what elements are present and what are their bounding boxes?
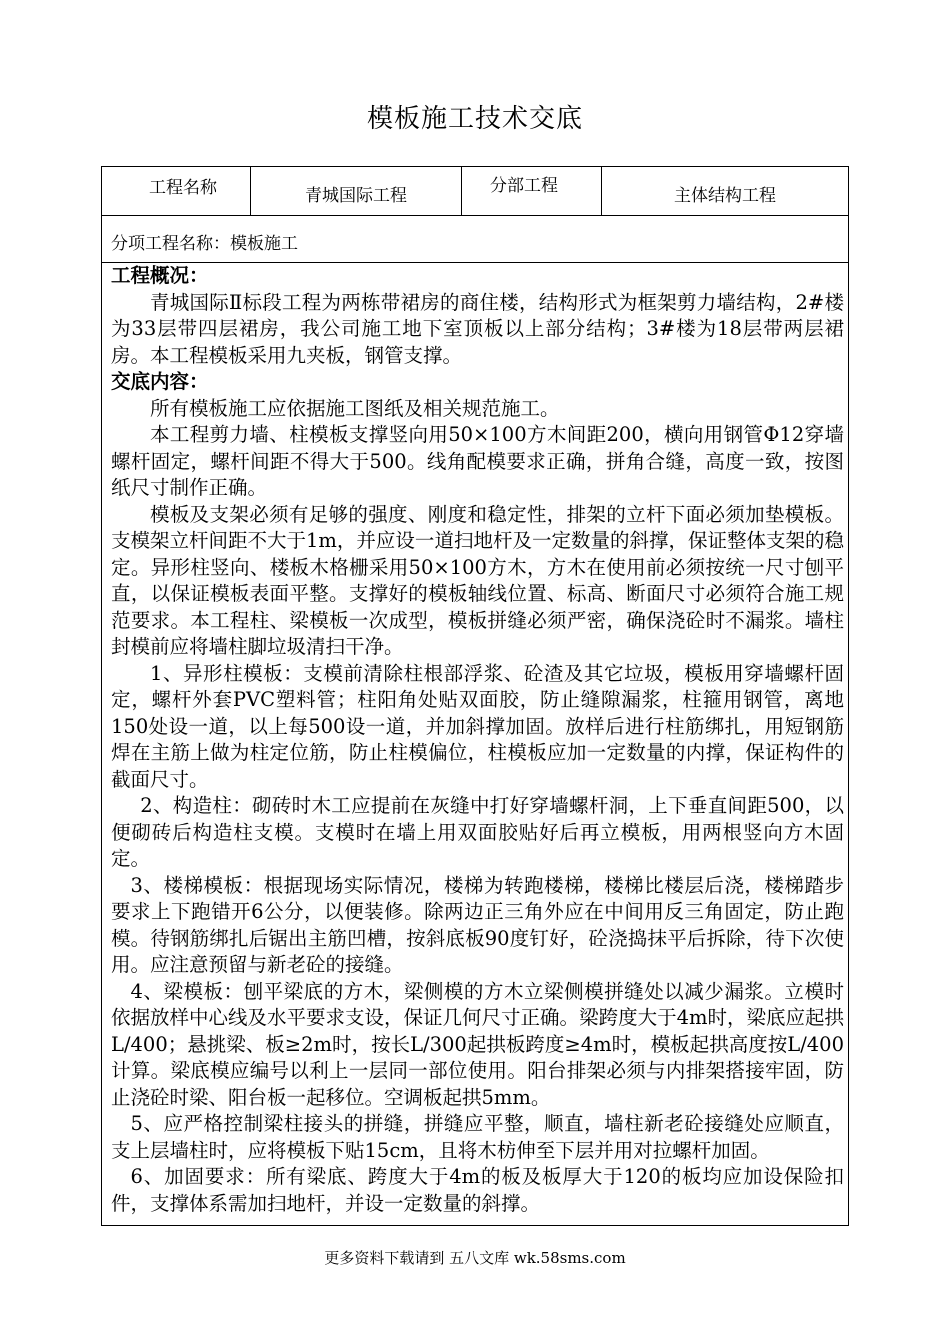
paragraph-2: 本工程剪力墙、柱模板支撑竖向用50×100方木间距200，横向用钢管Φ12穿墙螺杆固定，螺杆间距不得大于500。线角配模要求正确，拼角合缝，高度一致，按图纸尺寸制作正确。 [111, 423, 844, 499]
paragraph-columns: 1、异形柱模板：支模前清除柱根部浮浆、砼渣及其它垃圾，模板用穿墙螺杆固定，螺杆外套PVC塑料管；柱阳角处贴双面胶，防止缝隙漏浆，柱箍用钢管，离地150处设一道，以上每500设一道，并加斜撑加固。放样后进行柱筋绑扎，用短钢筋焊在主筋上做为柱定位筋，防止柱模偏位，柱模板应加一定数量的内撑，保证构件的截面尺寸。 [111, 661, 844, 791]
paragraph-constructional-column: 2、构造柱：砌砖时木工应提前在灰缝中打好穿墙螺杆洞，上下垂直间距500，以便砌砖后构造柱支模。支模时在墙上用双面胶贴好后再立模板，用两根竖向方木固定。 [111, 794, 844, 870]
paragraph-reinforcement: 6、加固要求：所有梁底、跨度大于4m的板及板厚大于120的板均应加设保险扣件，支撑体系需加扫地杆，并设一定数量的斜撑。 [111, 1165, 844, 1215]
project-name-value: 青城国际工程 [251, 167, 462, 215]
disclosure-table [101, 166, 849, 1226]
header-row [102, 167, 848, 216]
overview-paragraph: 青城国际Ⅱ标段工程为两栋带裙房的商住楼，结构形式为框架剪力墙结构，2#楼为33层带四层裙房，我公司施工地下室顶板以上部分结构；3#楼为18层带两层裙房。本工程模板采用九夹板，钢管支撑。 [111, 290, 844, 367]
division-value: 主体结构工程 [674, 186, 776, 206]
paragraph-3: 模板及支架必须有足够的强度、刚度和稳定性，排架的立杆下面必须加垫模板。支模架立杆间距不大于1m，并应设一道扫地杆及一定数量的斜撑，保证整体支架的稳定。异形柱竖向、楼板木格栅采用50×100方木，方木在使用前必须按统一尺寸刨平直，以保证模板表面平整。支撑好的模板轴线位置、标高、断面尺寸必须符合施工规范要求。本工程柱、梁模板一次成型，模板拼缝必须严密，确保浇砼时不漏浆。墙柱封模前应将墙柱脚垃圾清扫干净。 [111, 502, 844, 658]
document-title: 模板施工技术交底 [366, 104, 583, 134]
content-cell [111, 263, 844, 1217]
disclosure-heading: 交底内容： [111, 370, 209, 393]
paragraph-stair: 3、楼梯模板：根据现场实际情况，楼梯为转跑楼梯，楼梯比楼层后浇，楼梯踏步要求上下跑错开6公分，以便装修。除两边正三角外应在中间用反三角固定，防止跑模。待钢筋绑扎后锯出主筋凹槽，按斜底板90度钉好，砼浇捣抹平后拆除，待下次使用。应注意预留与新老砼的接缝。 [111, 873, 844, 976]
paragraph-1: 所有模板施工应依据施工图纸及相关规范施工。 [150, 396, 560, 420]
project-name-label: 工程名称 [102, 167, 251, 215]
overview-heading: 工程概况： [111, 264, 209, 287]
footer-note: 更多资料下载请到 五八文库 wk.58sms.com [324, 1249, 626, 1267]
paragraph-joints: 5、应严格控制梁柱接头的拼缝，拼缝应平整，顺直，墙柱新老砼接缝处应顺直，支上层墙柱时，应将模板下贴15cm，且将木枋伸至下层并用对拉螺杆加固。 [111, 1112, 844, 1162]
sub-item-row: 分项工程名称：模板施工 [102, 215, 848, 263]
division-label: 分部工程 [462, 167, 602, 215]
paragraph-beam: 4、梁模板：刨平梁底的方木，梁侧模的方木立梁侧模拼缝处以减少漏浆。立模时依据放样中心线及水平要求支设，保证几何尺寸正确。梁跨度大于4m时，梁底应起拱L/400；悬挑梁、板≥2m时，按长L/300起拱板跨度≥4m时，模板起拱高度按L/400计算。梁底模应编号以利上一层同一部位使用。阳台排架必须与内排架搭接牢固，防止浇砼时梁、阳台板一起移位。空调板起拱5mm。 [111, 979, 844, 1109]
